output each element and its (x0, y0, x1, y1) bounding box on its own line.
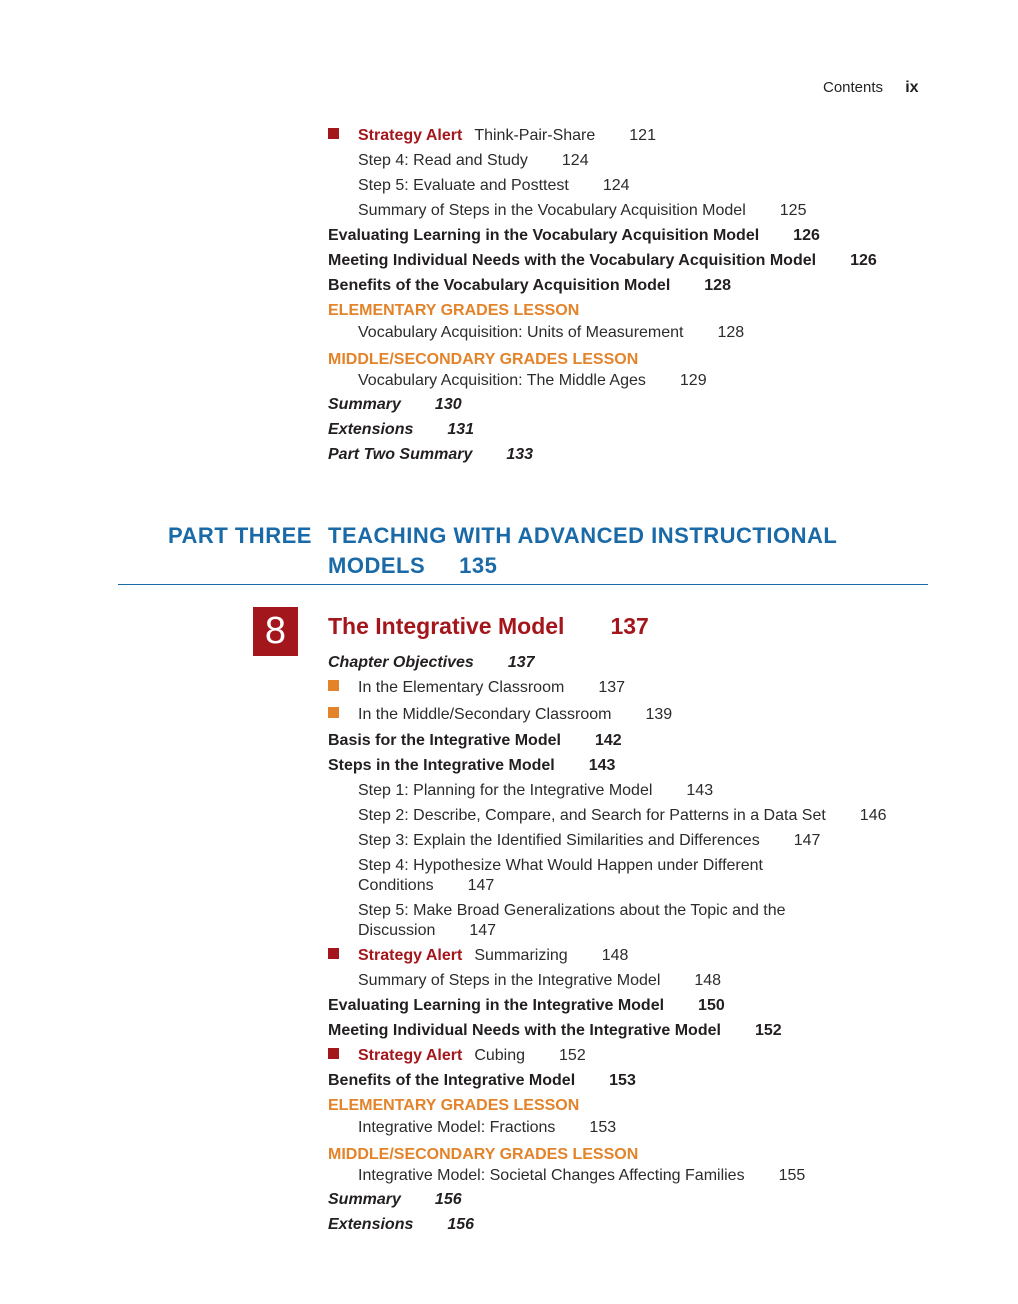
toc-entry[interactable] (358, 371, 707, 391)
toc-page: 147 (793, 832, 821, 849)
toc-entry[interactable] (358, 971, 721, 991)
toc-entry[interactable] (328, 705, 672, 725)
toc-entry[interactable] (328, 946, 628, 966)
toc-page: 143 (588, 757, 616, 774)
toc-page: 152 (754, 1022, 782, 1039)
toc-entry-text: In the Elementary Classroom (358, 679, 565, 696)
toc-entry[interactable] (328, 276, 731, 296)
toc-entry[interactable] (358, 323, 744, 343)
toc-page: 124 (602, 177, 630, 194)
chapter-title-text: The Integrative Model (328, 613, 565, 639)
square-bullet-icon (328, 948, 339, 959)
toc-entry[interactable] (328, 251, 877, 271)
toc-entry-text: Step 1: Planning for the Integrative Model (358, 782, 653, 799)
toc-entry[interactable] (358, 901, 786, 941)
toc-entry-text: Basis for the Integrative Model (328, 732, 561, 749)
toc-page: 131 (447, 421, 475, 438)
toc-page: 137 (507, 654, 535, 671)
toc-page: 153 (609, 1072, 636, 1089)
toc-entry[interactable] (328, 996, 725, 1016)
toc-entry[interactable] (358, 151, 589, 171)
toc-page: 139 (645, 706, 673, 723)
strategy-alert-tag: Strategy Alert (358, 127, 463, 144)
strategy-alert-tag: Strategy Alert (358, 1047, 463, 1064)
toc-entry[interactable] (358, 856, 763, 896)
toc-page: 126 (793, 227, 820, 244)
toc-entry-text: Step 4: Read and Study (358, 152, 528, 169)
toc-entry[interactable] (328, 1021, 782, 1041)
toc-entry-text: Chapter Objectives (328, 654, 474, 671)
toc-entry-text-cont: Conditions (358, 877, 434, 894)
toc-page: 147 (467, 877, 495, 894)
section-divider (118, 584, 928, 585)
toc-entry-text: Step 4: Hypothesize What Would Happen under Different (358, 857, 763, 874)
toc-entry-text: Summary of Steps in the Vocabulary Acquisition Model (358, 202, 746, 219)
chapter-number-badge: 8 (253, 607, 298, 656)
toc-page: 146 (859, 807, 887, 824)
toc-entry-text: Step 5: Make Broad Generalizations about the Topic and the (358, 902, 786, 919)
toc-entry[interactable] (328, 1215, 474, 1235)
toc-entry[interactable] (328, 1190, 462, 1210)
toc-page: 130 (434, 396, 462, 413)
toc-entry[interactable] (358, 831, 820, 851)
toc-page: 148 (601, 947, 629, 964)
part-title-line: MODELS 135 (328, 553, 498, 578)
toc-entry[interactable] (358, 176, 630, 196)
toc-page: 155 (778, 1167, 806, 1184)
lesson-heading: ELEMENTARY GRADES LESSON (328, 1097, 580, 1114)
lesson-heading: MIDDLE/SECONDARY GRADES LESSON (328, 1146, 639, 1163)
toc-page: 156 (447, 1216, 475, 1233)
toc-entry-text: Steps in the Integrative Model (328, 757, 555, 774)
toc-entry-text: Benefits of the Vocabulary Acquisition Model (328, 277, 671, 294)
square-bullet-icon (328, 680, 339, 691)
toc-entry-text: Think-Pair-Share (474, 127, 596, 144)
page-number: ix (905, 79, 919, 96)
toc-entry-text: Step 3: Explain the Identified Similarities and Differences (358, 832, 760, 849)
toc-entry-text: In the Middle/Secondary Classroom (358, 706, 612, 723)
toc-page: 156 (434, 1191, 462, 1208)
toc-entry[interactable] (358, 806, 887, 826)
toc-page: 121 (629, 127, 656, 144)
toc-entry-text: Benefits of the Integrative Model (328, 1072, 576, 1089)
toc-entry[interactable] (328, 226, 820, 246)
toc-page: 150 (698, 997, 725, 1014)
toc-entry[interactable] (358, 201, 806, 221)
toc-entry[interactable] (328, 1046, 586, 1066)
toc-page: 153 (589, 1119, 617, 1136)
toc-entry-text: Summary (328, 1191, 401, 1208)
square-bullet-icon (328, 1048, 339, 1059)
toc-entry-text: Integrative Model: Societal Changes Affecting Families (358, 1167, 745, 1184)
toc-entry-text: Summarizing (474, 947, 568, 964)
toc-entry-text: Evaluating Learning in the Vocabulary Acquisition Model (328, 227, 760, 244)
lesson-heading: MIDDLE/SECONDARY GRADES LESSON (328, 351, 639, 368)
toc-entry[interactable] (358, 781, 713, 801)
toc-entry-text: Extensions (328, 421, 414, 438)
toc-entry-text: Part Two Summary (328, 446, 473, 463)
toc-entry[interactable] (328, 420, 474, 440)
toc-entry-text: Vocabulary Acquisition: Units of Measurement (358, 324, 684, 341)
running-head (823, 79, 919, 97)
toc-entry-text-cont: Discussion (358, 922, 436, 939)
toc-page: 128 (717, 324, 745, 341)
toc-page: 124 (561, 152, 589, 169)
toc-entry[interactable] (328, 731, 622, 751)
toc-entry-text: Cubing (474, 1047, 526, 1064)
toc-page: 125 (779, 202, 807, 219)
square-bullet-icon (328, 128, 339, 139)
toc-page: 152 (559, 1047, 586, 1064)
toc-entry[interactable] (328, 653, 535, 673)
toc-page: 147 (469, 922, 497, 939)
toc-entry[interactable] (328, 756, 615, 776)
toc-entry[interactable] (358, 1166, 805, 1186)
part-label: PART THREE (168, 523, 312, 548)
toc-page: 137 (598, 679, 626, 696)
toc-entry[interactable] (328, 678, 625, 698)
toc-entry-text: Meeting Individual Needs with the Integrative Model (328, 1022, 721, 1039)
toc-page: 129 (679, 372, 707, 389)
toc-entry-text: Summary (328, 396, 401, 413)
toc-entry[interactable] (328, 445, 533, 465)
toc-page: 148 (694, 972, 722, 989)
toc-entry-text: Step 2: Describe, Compare, and Search for Patterns in a Data Set (358, 807, 826, 824)
toc-entry[interactable] (328, 126, 656, 146)
part-title-line: TEACHING WITH ADVANCED INSTRUCTIONAL (328, 523, 838, 548)
toc-entry[interactable] (328, 1071, 636, 1091)
square-bullet-icon (328, 707, 339, 718)
toc-page: 143 (686, 782, 714, 799)
chapter-title[interactable] (328, 612, 649, 640)
toc-entry-text: Step 5: Evaluate and Posttest (358, 177, 569, 194)
running-head-label: Contents (823, 79, 884, 96)
toc-entry-text: Extensions (328, 1216, 414, 1233)
chapter-page: 137 (610, 613, 649, 639)
lesson-heading: ELEMENTARY GRADES LESSON (328, 302, 580, 319)
toc-page: 128 (704, 277, 731, 294)
toc-page: 133 (506, 446, 534, 463)
part-page: 135 (459, 553, 498, 578)
toc-entry-text: Summary of Steps in the Integrative Model (358, 972, 661, 989)
strategy-alert-tag: Strategy Alert (358, 947, 463, 964)
toc-page: 142 (594, 732, 622, 749)
toc-page: 126 (850, 252, 877, 269)
toc-entry-text: Integrative Model: Fractions (358, 1119, 556, 1136)
toc-entry-text: Evaluating Learning in the Integrative Model (328, 997, 665, 1014)
toc-entry[interactable] (358, 1118, 616, 1138)
part-title[interactable] (328, 521, 837, 581)
toc-entry-text: Meeting Individual Needs with the Vocabulary Acquisition Model (328, 252, 817, 269)
toc-entry-text: Vocabulary Acquisition: The Middle Ages (358, 372, 646, 389)
toc-entry[interactable] (328, 395, 462, 415)
